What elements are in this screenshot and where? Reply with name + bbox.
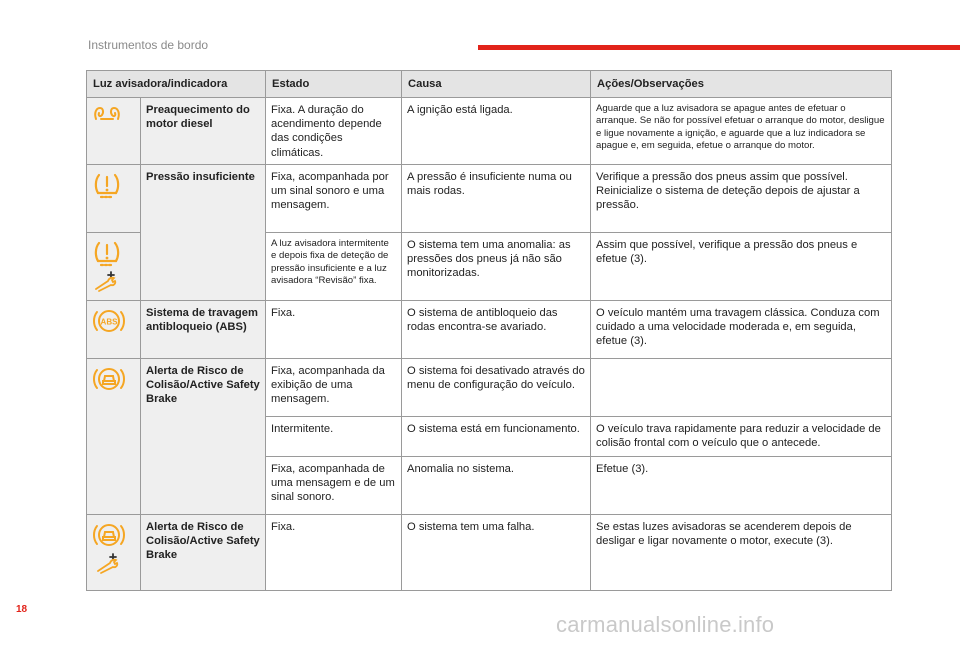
acoes-cell xyxy=(591,358,892,416)
column-header-light: Luz avisadora/indicadora xyxy=(87,71,266,98)
abs-label: ABS xyxy=(100,317,118,327)
estado-cell: Intermitente. xyxy=(266,416,402,456)
acoes-cell: Verifique a pressão dos pneus assim que possível. Reinicialize o sistema de deteção depois de ajustar a pressão. xyxy=(591,164,892,232)
icon-cell xyxy=(87,232,141,300)
causa-cell: O sistema tem uma falha. xyxy=(402,514,591,590)
table-row xyxy=(87,514,892,590)
tire-pressure-icon xyxy=(92,238,122,268)
acoes-cell: Aguarde que a luz avisadora se apague antes de efetuar o arranque. Se não for possível efetuar o arranque do motor, desligue e ligue novamente a ignição, e aguarde que a luz indicadora se apague e, em seguida, efetue o arranque do motor. xyxy=(591,98,892,165)
estado-cell: Fixa. A duração do acendimento depende das condições climáticas. xyxy=(266,98,402,165)
page-number: 18 xyxy=(16,604,28,615)
collision-alert-icon xyxy=(92,520,126,550)
service-wrench-icon xyxy=(94,552,124,574)
causa-cell: Anomalia no sistema. xyxy=(402,456,591,514)
estado-cell: Fixa. xyxy=(266,300,402,358)
tire-pressure-icon xyxy=(92,170,122,200)
header-accent-bar xyxy=(478,45,960,50)
causa-cell: O sistema tem uma anomalia: as pressões dos pneus já não são monitorizadas. xyxy=(402,232,591,300)
icon-cell xyxy=(87,300,141,358)
table-row xyxy=(87,300,892,358)
light-name: Sistema de travagem antibloqueio (ABS) xyxy=(141,300,266,358)
estado-cell: Fixa, acompanhada de uma mensagem e de um sinal sonoro. xyxy=(266,456,402,514)
table-header-row xyxy=(87,71,892,98)
causa-cell: A ignição está ligada. xyxy=(402,98,591,165)
table-row xyxy=(87,358,892,416)
estado-cell: Fixa, acompanhada por um sinal sonoro e uma mensagem. xyxy=(266,164,402,232)
causa-cell: O sistema de antibloqueio das rodas encontra-se avariado. xyxy=(402,300,591,358)
watermark: carmanualsonline.info xyxy=(556,612,775,637)
section-title: Instrumentos de bordo xyxy=(88,38,209,52)
estado-cell: Fixa. xyxy=(266,514,402,590)
icon-cell xyxy=(87,514,141,590)
light-name: Preaquecimento do motor diesel xyxy=(141,98,266,165)
icon-cell xyxy=(87,358,141,514)
causa-cell: A pressão é insuficiente numa ou mais rodas. xyxy=(402,164,591,232)
acoes-cell: Efetue (3). xyxy=(591,456,892,514)
warning-lights-table xyxy=(86,70,892,591)
column-header-estado: Estado xyxy=(266,71,402,98)
light-name: Alerta de Risco de Colisão/Active Safety Brake xyxy=(141,514,266,590)
icon-cell xyxy=(87,164,141,232)
causa-cell: O sistema está em funcionamento. xyxy=(402,416,591,456)
table-row xyxy=(87,164,892,232)
acoes-cell: O veículo mantém uma travagem clássica. Conduza com cuidado a uma velocidade moderada e, em seguida, efetue (3). xyxy=(591,300,892,358)
column-header-acoes: Ações/Observações xyxy=(591,71,892,98)
causa-cell: O sistema foi desativado através do menu de configuração do veículo. xyxy=(402,358,591,416)
estado-cell: Fixa, acompanhada da exibição de uma mensagem. xyxy=(266,358,402,416)
glow-plug-icon xyxy=(92,103,122,123)
column-header-causa: Causa xyxy=(402,71,591,98)
icon-cell xyxy=(87,98,141,165)
acoes-cell: Se estas luzes avisadoras se acenderem depois de desligar e ligar novamente o motor, execute (3). xyxy=(591,514,892,590)
acoes-cell: O veículo trava rapidamente para reduzir a velocidade de colisão frontal com o veículo que o antecede. xyxy=(591,416,892,456)
abs-icon xyxy=(92,306,126,336)
service-wrench-icon xyxy=(92,270,122,292)
estado-cell: A luz avisadora intermitente e depois fixa de deteção de pressão insuficiente e a luz avisadora “Revisão” fixa. xyxy=(266,232,402,300)
collision-alert-icon xyxy=(92,364,126,394)
table-row xyxy=(87,98,892,165)
light-name: Alerta de Risco de Colisão/Active Safety Brake xyxy=(141,358,266,514)
acoes-cell: Assim que possível, verifique a pressão dos pneus e efetue (3). xyxy=(591,232,892,300)
light-name: Pressão insuficiente xyxy=(141,164,266,300)
